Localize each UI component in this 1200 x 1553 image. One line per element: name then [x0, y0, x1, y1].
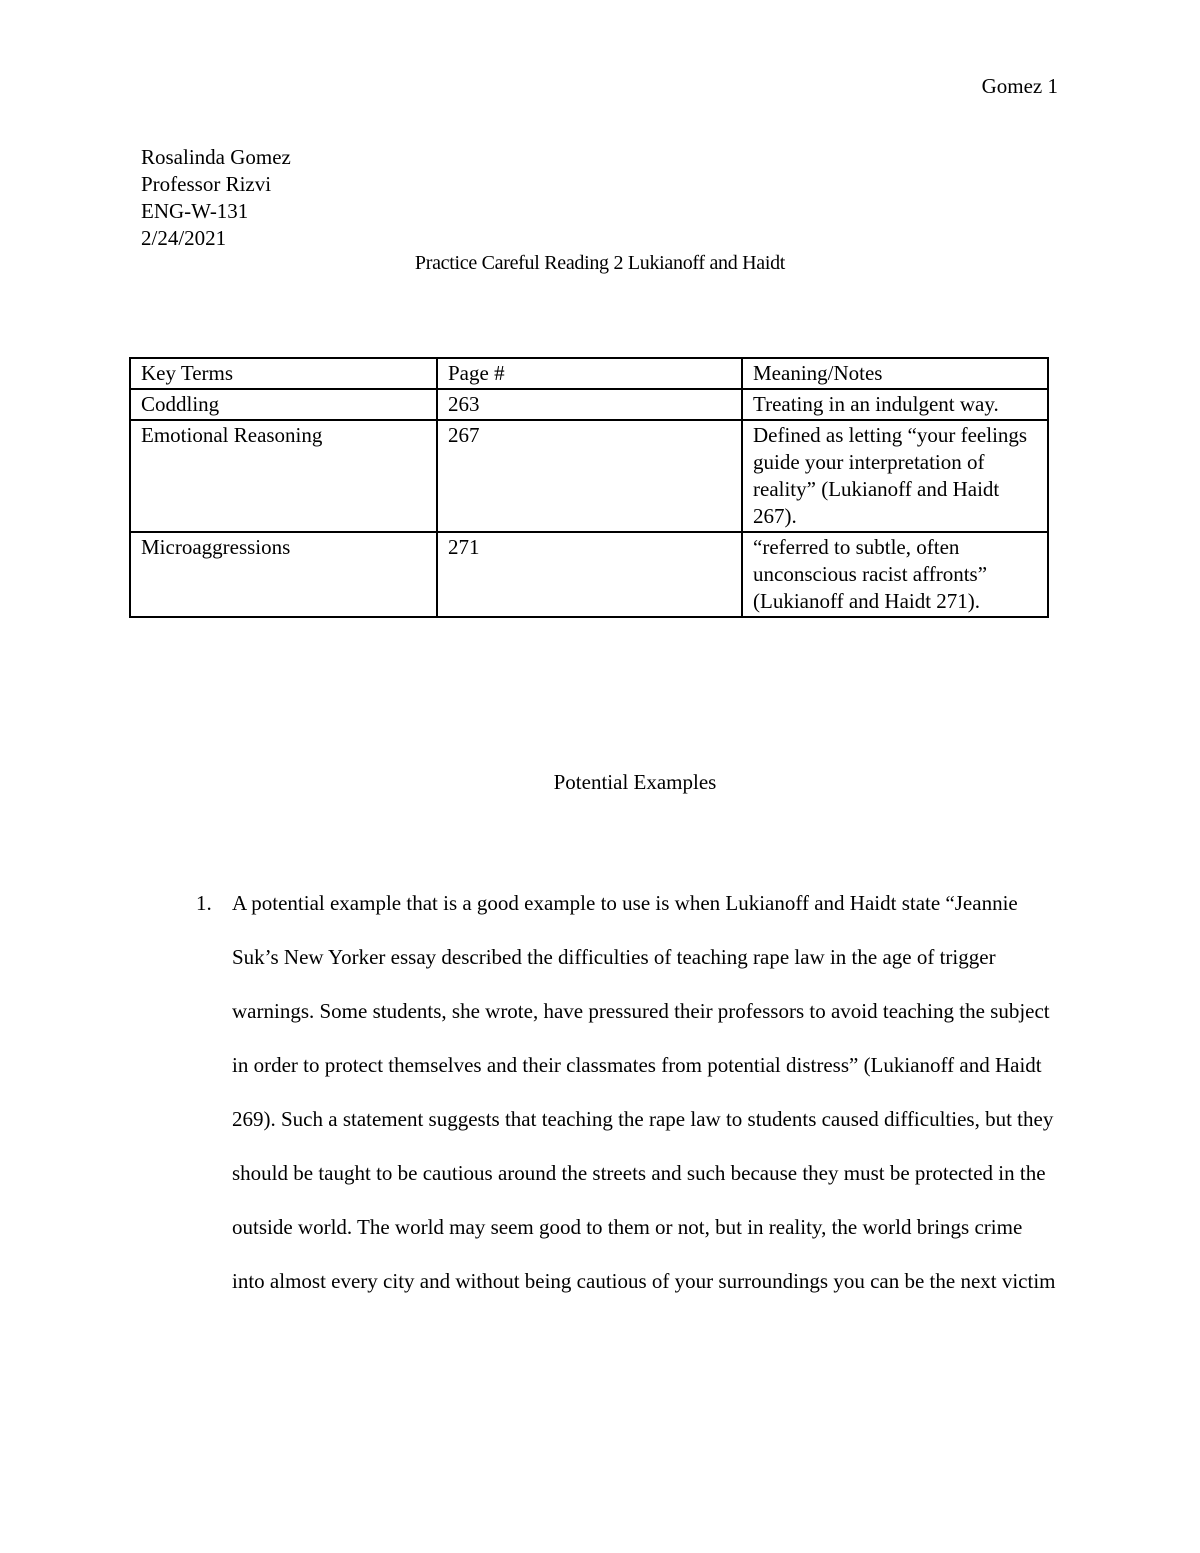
table-row	[130, 420, 1048, 532]
mla-heading	[141, 144, 291, 252]
table-row	[130, 532, 1048, 617]
professor-name: Professor Rizvi	[141, 172, 272, 196]
list-marker: 1.	[196, 891, 212, 915]
header-meaning-notes: Meaning/Notes	[742, 358, 1048, 389]
examples-section-title: Potential Examples	[553, 770, 717, 794]
student-name: Rosalinda Gomez	[141, 145, 291, 169]
document-title: Practice Careful Reading 2 Lukianoff and Haidt	[414, 252, 786, 274]
table-row	[130, 389, 1048, 420]
notes-cell: “referred to subtle, often unconscious racist affronts” (Lukianoff and Haidt 271).	[742, 532, 1048, 617]
date: 2/24/2021	[141, 226, 227, 250]
page-cell: 267	[437, 420, 742, 532]
example-paragraph: A potential example that is a good example to use is when Lukianoff and Haidt state “Jeannie Suk’s New Yorker essay described the difficulties of teaching rape law in the age of trigger warnings. Some students, she wrote, have pressured their professors to avoid teaching the subject in order to protect themselves and their classmates from potential distress” (Lukianoff and Haidt 269). Such a statement suggests that teaching the rape law to students caused difficulties, but they should be taught to be cautious around the streets and such because they must be protected in the outside world. The world may seem good to them or not, but in reality, the world brings crime into almost every city and without being cautious of your surroundings you can be the next victim	[232, 891, 1056, 1293]
notes-cell: Defined as letting “your feelings guide your interpretation of reality” (Lukianoff and Haidt 267).	[742, 420, 1048, 532]
course-code: ENG-W-131	[141, 199, 249, 223]
term-cell: Microaggressions	[130, 532, 437, 617]
key-terms-table	[129, 357, 1049, 618]
term-cell: Emotional Reasoning	[130, 420, 437, 532]
table-header-row	[130, 358, 1048, 389]
page-cell: 263	[437, 389, 742, 420]
header-key-terms: Key Terms	[130, 358, 437, 389]
running-head: Gomez 1	[981, 74, 1058, 98]
list-item	[196, 876, 1056, 1308]
examples-list	[196, 876, 1056, 1308]
notes-cell: Treating in an indulgent way.	[742, 389, 1048, 420]
header-page-number: Page #	[437, 358, 742, 389]
term-cell: Coddling	[130, 389, 437, 420]
page-cell: 271	[437, 532, 742, 617]
